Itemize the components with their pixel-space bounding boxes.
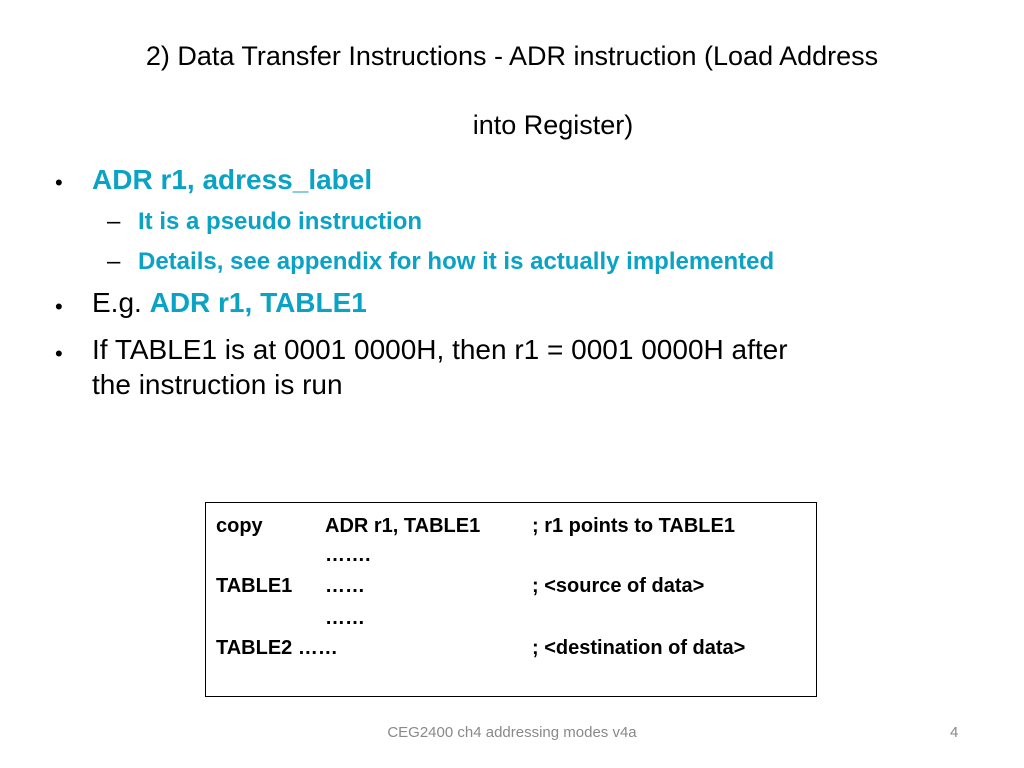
- code-instruction: ADR r1, TABLE1: [325, 515, 481, 537]
- sub-bullet-marker: –: [107, 248, 121, 275]
- footer-text: CEG2400 ch4 addressing modes v4a: [387, 724, 637, 741]
- bullet-adr-syntax: ADR r1, adress_label: [92, 164, 373, 195]
- bullet-example: [92, 287, 367, 319]
- slide-title-line-2: into Register): [472, 110, 634, 140]
- code-comment: ; <source of data>: [532, 575, 705, 597]
- code-label: TABLE1: [216, 575, 293, 597]
- code-comment: ; r1 points to TABLE1: [532, 515, 735, 537]
- slide-title-line-1: 2) Data Transfer Instructions - ADR instruction (Load Address: [145, 41, 879, 71]
- bullet-marker: •: [55, 294, 63, 319]
- code-instruction: ……: [325, 607, 365, 629]
- example-prefix: E.g.: [92, 287, 150, 318]
- code-instruction: …….: [325, 544, 371, 566]
- sub-bullet-details: Details, see appendix for how it is actually implemented: [138, 248, 775, 275]
- bullet-marker: •: [55, 341, 63, 366]
- bullet-explanation-line-1: If TABLE1 is at 0001 0000H, then r1 = 0001 0000H after: [92, 334, 788, 365]
- example-code: ADR r1, TABLE1: [149, 287, 367, 318]
- code-label: copy: [216, 515, 263, 537]
- page-number: 4: [950, 724, 959, 741]
- code-label: TABLE2 ……: [216, 637, 338, 659]
- sub-bullet-pseudo-instruction: It is a pseudo instruction: [138, 208, 423, 235]
- bullet-explanation-line-2: the instruction is run: [92, 369, 343, 400]
- sub-bullet-marker: –: [107, 208, 121, 235]
- bullet-marker: •: [55, 170, 63, 195]
- code-comment: ; <destination of data>: [532, 637, 746, 659]
- code-instruction: ……: [325, 575, 365, 597]
- code-example-box: [205, 502, 817, 697]
